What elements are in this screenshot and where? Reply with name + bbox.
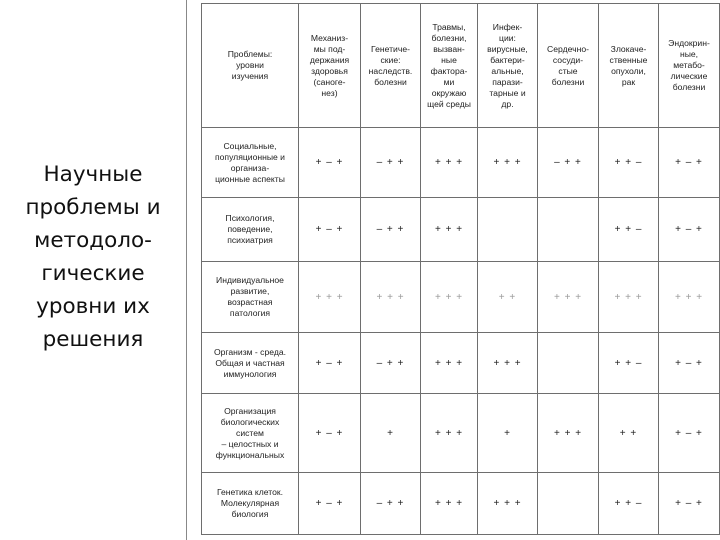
column-header-line: ции: bbox=[499, 32, 516, 43]
column-header-line: сосуди- bbox=[552, 54, 584, 65]
mark-cell: + + – bbox=[599, 473, 659, 535]
mark-cell: – + + bbox=[538, 128, 599, 198]
corner-header-line: Проблемы: bbox=[227, 49, 273, 59]
row-label-line: Молекулярная bbox=[220, 498, 280, 508]
row-label-line: Социальные, bbox=[223, 140, 277, 151]
mark-cell: + – + bbox=[659, 333, 720, 394]
column-header-line: болезни bbox=[672, 82, 706, 92]
column-header-line: Злокаче- bbox=[610, 43, 647, 54]
column-header bbox=[299, 4, 361, 128]
title-line: уровни их bbox=[36, 294, 150, 319]
mark-cell: + + bbox=[599, 394, 659, 473]
mark-cell: + – + bbox=[659, 473, 720, 535]
column-header-line: болезни, bbox=[431, 32, 467, 43]
mark-cell: + + + bbox=[478, 128, 538, 198]
table-row bbox=[202, 198, 720, 262]
column-header-line: Эндокрин- bbox=[668, 38, 710, 48]
column-header bbox=[599, 4, 659, 128]
column-header-line: болезни bbox=[551, 76, 585, 87]
left-frame-line bbox=[186, 0, 187, 540]
title-line: решения bbox=[42, 327, 144, 352]
table-row bbox=[202, 128, 720, 198]
mark-cell bbox=[538, 198, 599, 262]
mark-cell: + bbox=[361, 394, 421, 473]
column-header-line: ные bbox=[441, 54, 457, 65]
column-header-line: Сердечно- bbox=[547, 43, 589, 54]
row-label bbox=[202, 262, 299, 333]
corner-header-line: изучения bbox=[231, 71, 269, 81]
corner-header-line: уровни bbox=[236, 60, 264, 70]
column-header-line: нез) bbox=[321, 87, 338, 98]
column-header-line: Механиз- bbox=[310, 32, 349, 43]
title-line: Научные bbox=[43, 162, 143, 187]
mark-cell: + + + bbox=[538, 394, 599, 473]
mark-cell bbox=[538, 473, 599, 535]
column-header-line: стые bbox=[558, 65, 578, 76]
slide-title bbox=[0, 158, 186, 356]
column-header bbox=[421, 4, 478, 128]
row-label bbox=[202, 128, 299, 198]
title-line: проблемы и bbox=[25, 195, 161, 220]
column-header-line: ми bbox=[443, 76, 455, 87]
row-label bbox=[202, 198, 299, 262]
row-label-line: функциональных bbox=[215, 449, 285, 460]
column-header-line: Инфек- bbox=[492, 21, 523, 32]
row-label-line: систем bbox=[236, 427, 264, 438]
row-label-line: Генетика клеток. bbox=[216, 487, 284, 497]
column-header-line: ские: bbox=[380, 54, 401, 65]
column-header-line: лические bbox=[670, 71, 708, 81]
mark-cell: + – + bbox=[659, 198, 720, 262]
row-label bbox=[202, 394, 299, 473]
mark-cell: + + – bbox=[599, 128, 659, 198]
row-label-line: Организация bbox=[224, 405, 276, 416]
column-header-line: парази- bbox=[492, 76, 523, 87]
column-header-line: альные, bbox=[491, 65, 524, 76]
mark-cell: + – + bbox=[299, 333, 361, 394]
column-header-line: ные, bbox=[679, 49, 699, 59]
column-header-line: (саноге- bbox=[313, 76, 346, 87]
row-label bbox=[202, 473, 299, 535]
column-header-line: вирусные, bbox=[487, 43, 528, 54]
row-label-line: Организм - среда. bbox=[213, 346, 287, 357]
title-line: гические bbox=[41, 261, 145, 286]
row-label-line: ционные аспекты bbox=[215, 173, 285, 184]
mark-cell: + + + bbox=[361, 262, 421, 333]
table-row bbox=[202, 473, 720, 535]
column-header-line: наследств. bbox=[368, 65, 413, 76]
row-label-line: развитие, bbox=[230, 286, 270, 296]
column-header-line: опухоли, bbox=[611, 65, 646, 76]
mark-cell: + – + bbox=[659, 128, 720, 198]
column-header-line: мы под- bbox=[313, 43, 346, 54]
row-label-line: организа- bbox=[230, 162, 270, 173]
column-header-line: ственные bbox=[609, 54, 648, 65]
mark-cell: + bbox=[478, 394, 538, 473]
mark-cell bbox=[538, 333, 599, 394]
mark-cell: + + + bbox=[478, 473, 538, 535]
mark-cell: + + – bbox=[599, 198, 659, 262]
mark-cell: + + + bbox=[421, 198, 478, 262]
column-header-line: вызван- bbox=[433, 43, 465, 54]
mark-cell bbox=[478, 198, 538, 262]
mark-cell: + – + bbox=[299, 198, 361, 262]
column-header-line: держания bbox=[309, 54, 350, 65]
mark-cell: + + + bbox=[478, 333, 538, 394]
row-label-line: Психология, bbox=[225, 213, 275, 223]
column-header bbox=[478, 4, 538, 128]
column-header-line: здоровья bbox=[311, 65, 348, 76]
column-header-line: бактери- bbox=[490, 54, 525, 65]
mark-cell: – + + bbox=[361, 128, 421, 198]
row-label bbox=[202, 333, 299, 394]
mark-cell: + + + bbox=[421, 333, 478, 394]
row-label-line: популяционные и bbox=[214, 151, 285, 162]
mark-cell: + – + bbox=[659, 394, 720, 473]
column-header-line: тарные и bbox=[489, 87, 526, 98]
column-header-line: Генетиче- bbox=[371, 43, 410, 54]
mark-cell: + + + bbox=[421, 394, 478, 473]
column-header-line: Травмы, bbox=[432, 21, 466, 32]
row-label-line: Индивидуальное bbox=[216, 275, 284, 285]
mark-cell: – + + bbox=[361, 473, 421, 535]
problems-table bbox=[201, 3, 720, 535]
mark-cell: + + – bbox=[599, 333, 659, 394]
mark-cell: – + + bbox=[361, 198, 421, 262]
column-header-line: фактора- bbox=[430, 65, 468, 76]
column-header bbox=[538, 4, 599, 128]
table-row bbox=[202, 262, 720, 333]
title-line: методоло- bbox=[34, 228, 152, 253]
mark-cell: + – + bbox=[299, 128, 361, 198]
row-label-line: иммунология bbox=[223, 368, 277, 379]
mark-cell: + + + bbox=[299, 262, 361, 333]
mark-cell: + + + bbox=[659, 262, 720, 333]
mark-cell: + + + bbox=[421, 128, 478, 198]
row-label-line: поведение, bbox=[227, 224, 273, 234]
row-label-line: биологических bbox=[220, 416, 280, 427]
row-label-line: психиатрия bbox=[227, 235, 273, 245]
mark-cell: + + bbox=[478, 262, 538, 333]
column-header-line: окружаю bbox=[431, 87, 467, 98]
table-row bbox=[202, 394, 720, 473]
row-label-line: Общая и частная bbox=[215, 357, 285, 368]
column-header bbox=[659, 4, 720, 128]
mark-cell: + + + bbox=[538, 262, 599, 333]
mark-cell: + – + bbox=[299, 473, 361, 535]
mark-cell: – + + bbox=[361, 333, 421, 394]
column-header bbox=[361, 4, 421, 128]
column-header-line: щей среды bbox=[427, 98, 471, 109]
column-header-line: метабо- bbox=[673, 60, 705, 70]
mark-cell: + + + bbox=[599, 262, 659, 333]
row-label-line: возрастная bbox=[227, 297, 273, 307]
table-row bbox=[202, 333, 720, 394]
column-header-line: рак bbox=[621, 76, 636, 87]
header-row bbox=[202, 4, 720, 128]
row-label-line: патология bbox=[229, 308, 271, 318]
mark-cell: + + + bbox=[421, 262, 478, 333]
mark-cell: + + + bbox=[421, 473, 478, 535]
column-header-line: др. bbox=[501, 98, 514, 109]
row-label-line: биология bbox=[231, 509, 269, 519]
mark-cell: + – + bbox=[299, 394, 361, 473]
corner-header bbox=[202, 4, 299, 128]
column-header-line: болезни bbox=[374, 76, 407, 87]
row-label-line: – целостных и bbox=[221, 438, 279, 449]
